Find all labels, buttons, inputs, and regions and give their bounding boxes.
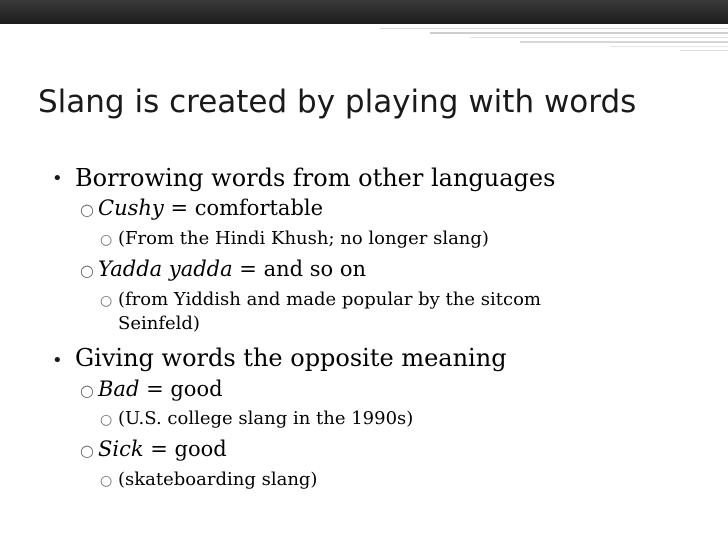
- bullet-level1: •: [52, 168, 63, 189]
- bullet-level3: ○: [100, 293, 113, 309]
- slide-title: Slang is created by playing with words: [38, 84, 637, 120]
- definition: = good: [139, 377, 223, 401]
- definition: = comfortable: [163, 196, 324, 220]
- section-heading: Borrowing words from other languages: [75, 164, 556, 192]
- list-item: [98, 437, 227, 461]
- list-item: [98, 196, 323, 220]
- top-bar: [0, 0, 728, 24]
- section-heading: Giving words the opposite meaning: [75, 344, 507, 372]
- decorative-stripe: [610, 46, 728, 47]
- bullet-level2: ○: [80, 381, 94, 400]
- bullet-level2: ○: [80, 441, 94, 460]
- item-note: (skateboarding slang): [118, 469, 318, 490]
- bullet-level1: •: [52, 350, 63, 371]
- term: Yadda yadda: [98, 257, 233, 281]
- item-note-continued: Seinfeld): [118, 313, 200, 334]
- bullet-level2: ○: [80, 200, 94, 219]
- decorative-stripe: [470, 37, 728, 38]
- item-note: (U.S. college slang in the 1990s): [118, 408, 414, 429]
- definition: = good: [143, 437, 227, 461]
- term: Cushy: [98, 196, 164, 220]
- bullet-level2: ○: [80, 261, 94, 280]
- item-note: (From the Hindi Khush; no longer slang): [118, 228, 489, 249]
- decorative-stripe: [380, 28, 728, 29]
- bullet-level3: ○: [100, 473, 113, 489]
- term: Sick: [98, 437, 144, 461]
- bullet-level3: ○: [100, 412, 113, 428]
- list-item: [98, 257, 366, 281]
- decorative-stripe: [520, 41, 728, 43]
- term: Bad: [98, 377, 140, 401]
- list-item: [98, 377, 223, 401]
- decorative-stripe: [430, 32, 728, 34]
- bullet-level3: ○: [100, 232, 113, 248]
- decorative-stripe: [680, 50, 728, 51]
- definition: = and so on: [232, 257, 366, 281]
- item-note: (from Yiddish and made popular by the sitcom: [118, 289, 541, 310]
